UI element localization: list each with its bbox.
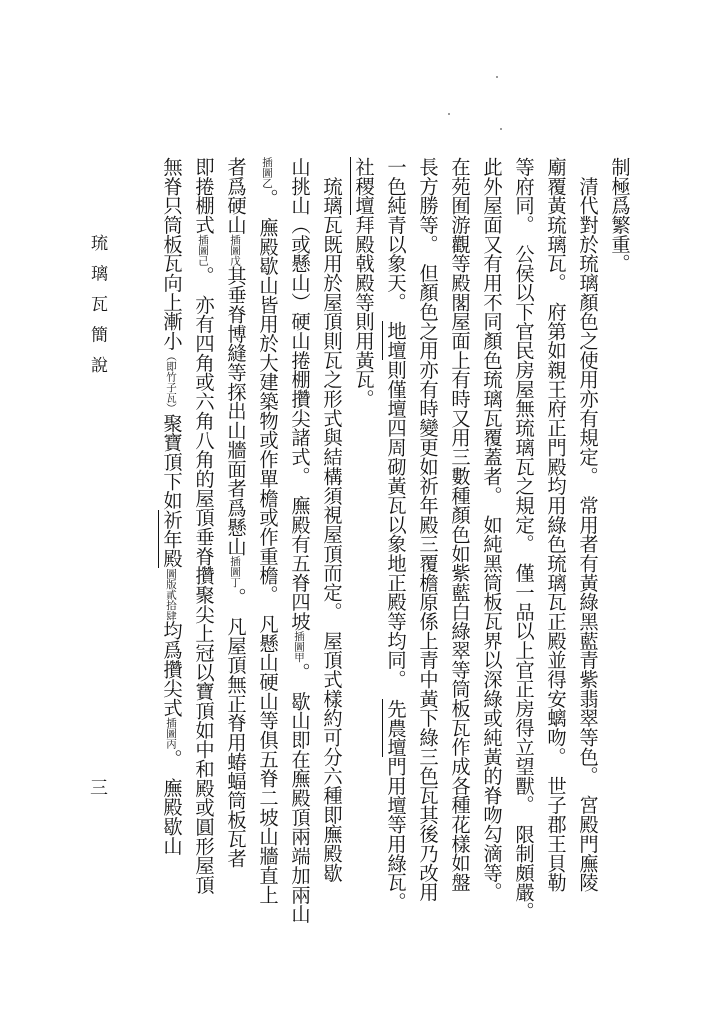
text-run: 均爲攢尖式 <box>160 620 183 718</box>
inline-note: 插圖丁 <box>229 555 241 588</box>
text-column <box>606 157 632 273</box>
text-run: 。 亦有四角或六角八角的屋頂垂脊攢聚尖上冠以寶頂如中和殿或圓形屋頂 <box>192 265 215 895</box>
text-run: 。 廡殿歇山皆用於大建築物或作單檐或作重檐。 凡懸山硬山等俱五脊二坡山牆直上 <box>256 188 279 905</box>
inline-note: 插圖乙 <box>261 157 273 189</box>
text-run: 無脊只筒板瓦向上漸小 <box>160 157 183 351</box>
inline-note: 插圖甲 <box>293 630 305 663</box>
text-run: 在苑囿游觀等殿閣屋面上有時又用三數種顏色如紫藍白綠翠等筒板瓦作成各種花樣如盤 <box>448 157 471 892</box>
text-column <box>478 157 504 902</box>
proper-name-mark: 社稷壇 <box>352 157 375 216</box>
inline-note: 插圖己 <box>197 234 209 266</box>
text-run: 。 歇山即在廡殿頂兩端加兩山 <box>288 662 311 924</box>
inline-note: 插圖戊 <box>229 234 241 266</box>
text-run: 門用壇等用綠瓦。 <box>384 756 407 912</box>
scan-speck <box>496 76 498 78</box>
text-run: 此外屋面又有用不同顏色琉璃瓦覆蓋者。 如純黑筒板瓦界以深綠或純黃的脊吻勾滴等。 <box>480 157 503 902</box>
text-run: 。 凡屋頂無正脊用蝽蝠筒板瓦者 <box>224 587 247 868</box>
inline-note: 插圖丙 <box>165 717 177 749</box>
text-run: 等府同。 公侯以下官民房屋無琉璃瓦之規定。 僅一品以上官正房得立望獸。 限制頗嚴。 <box>512 157 535 922</box>
book-title: 琉璃瓦簡說 <box>87 234 107 387</box>
text-column <box>254 157 280 904</box>
page-number: 三 <box>87 778 108 796</box>
scan-speck <box>448 113 450 115</box>
inline-note: 圖版貳拾肆 <box>165 568 177 621</box>
text-run: 即捲棚式 <box>192 157 215 235</box>
text-column <box>574 157 600 892</box>
text-column <box>382 157 408 911</box>
text-column <box>158 157 184 855</box>
text-run: 則僅壇四周砌黃瓦以象地正殿等均同。 <box>384 360 407 699</box>
text-column <box>414 157 440 902</box>
text-run: 其垂脊博縫等探出山牆面者爲懸山 <box>224 265 247 556</box>
text-column <box>510 157 536 921</box>
proper-name-mark: 祈年殿 <box>160 510 183 569</box>
text-column <box>318 157 344 882</box>
text-run: 聚寶頂下如 <box>160 413 183 511</box>
text-run: 琉璃瓦既用於屋頂則瓦之形式與結構須視屋頂而定。 屋頂式樣約可分六種即廡殿歇 <box>320 157 343 883</box>
text-column <box>542 157 568 892</box>
inline-note: （即竹子瓦） <box>165 350 177 414</box>
text-column <box>190 157 216 894</box>
text-run: 拜殿戟殿等則用黃瓦。 <box>352 215 375 409</box>
text-run: 者爲硬山 <box>224 157 247 235</box>
text-column <box>350 157 376 408</box>
text-column <box>286 157 312 923</box>
text-run: 山挑山（或懸山）硬山捲棚攢尖諸式。 廡殿有五脊四坡 <box>288 157 311 631</box>
proper-name-mark: 先農壇 <box>384 698 407 757</box>
text-run: 。 廡殿歇山 <box>160 748 183 856</box>
text-run: 長方勝等。 但顏色之用亦有時變更如祈年殿三覆檐原係上青中黃下綠三色瓦其後乃改用 <box>416 157 439 902</box>
text-run: 一色純青以象天。 <box>384 157 407 322</box>
text-run: 清代對於琉璃顏色之使用亦有規定。 常用者有黃綠黑藍青紫翡翠等色。 宮殿門廡陵 <box>576 157 599 892</box>
proper-name-mark: 地壇 <box>384 321 407 361</box>
text-run: 制極爲繁重。 <box>608 157 631 274</box>
text-run: 廟覆黃琉璃瓦。 府第如親王府正門殿均用綠色琉璃瓦正殿並得安螭吻。 世子郡王貝勒 <box>544 157 567 892</box>
text-column <box>446 157 472 892</box>
scan-speck <box>500 128 502 130</box>
text-column <box>222 157 248 868</box>
